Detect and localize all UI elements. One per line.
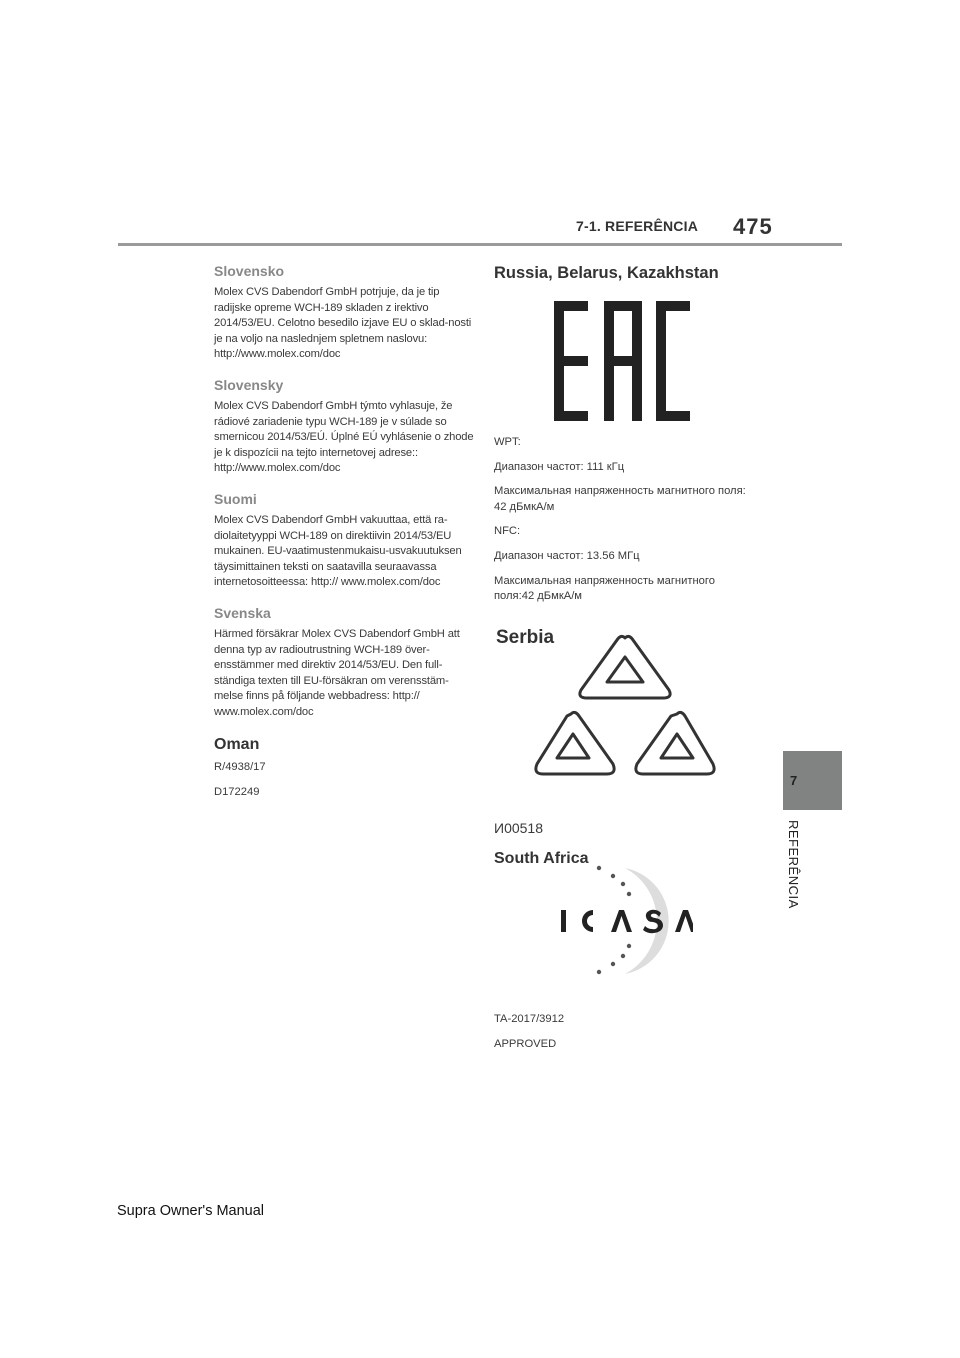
section-oman	[214, 736, 476, 800]
serbia-code: И00518	[494, 819, 543, 836]
section-title: 7-1. REFERÊNCIA	[576, 218, 699, 234]
section-heading: Suomi	[214, 490, 257, 507]
section-svenska	[214, 605, 476, 721]
eac-logo	[554, 301, 690, 421]
serbia-conformity-logo	[533, 632, 717, 778]
russia-heading: Russia, Belarus, Kazakhstan	[494, 264, 719, 282]
icasa-logo	[553, 862, 693, 978]
section-heading: Oman	[214, 736, 260, 754]
page-number: 475	[733, 214, 773, 239]
russia-line: Диапазон частот: 111 кГц	[494, 460, 625, 473]
footer-manual-title: Supra Owner's Manual	[117, 1203, 265, 1219]
south-africa-line: TA-2017/3912	[494, 1013, 565, 1026]
section-heading: Svenska	[214, 604, 271, 621]
oman-line: D172249	[214, 786, 260, 799]
russia-line: WPT:	[494, 436, 521, 448]
russia-line: Максимальная напряженность магнитного поля: 42 дБмкА/м	[494, 485, 746, 513]
russia-line: NFC:	[494, 525, 521, 538]
section-slovensky	[214, 377, 476, 477]
section-text: Molex CVS Dabendorf GmbH potrjuje, da je tip radijske opreme WCH-189 skladen z irektivo 2014/53/EU. Celotno besedilo izjave EU o sklad-nosti je na voljo na naslednjem spletnem naslovu: http://www.molex.com/doc	[214, 286, 472, 361]
header-divider	[118, 243, 842, 246]
russia-line: Диапазон частот: 13.56 МГц	[494, 549, 640, 562]
section-heading: Slovensky	[214, 376, 284, 393]
left-column	[214, 263, 476, 801]
russia-line: Максимальная напряженность магнитного поля:42 дБмкА/м	[494, 574, 715, 603]
section-slovensko	[214, 263, 476, 363]
section-text: Molex CVS Dabendorf GmbH vakuuttaa, että ra-diolaitetyyppi WCH-189 on direktiivin 2014/53/EU mukainen. EU-vaatimustenmukaisu-usvakuutuksen täysimittainen teksti on saatavilla seuraavassa internetosoitteessa: http:// www.molex.com/doc	[214, 513, 462, 589]
south-africa-line: APPROVED	[494, 1037, 557, 1050]
section-text: Härmed försäkrar Molex CVS Dabendorf GmbH att denna typ av radioutrustning WCH-189 över-ensstämmer med direktiv 2014/53/EU. Den full-ständiga texten till EU-försäkran om verensstäm-melse finns på följande webbadress: http:// www.molex.com/doc	[214, 627, 460, 718]
section-suomi	[214, 491, 476, 591]
section-text: Molex CVS Dabendorf GmbH týmto vyhlasuje, že rádiové zariadenie typu WCH-189 je v súlade so smernicou 2014/53/EÚ. Úplné EÚ vyhlásenie o zhode je k dispozícii na tejto internetovej adrese:: http://www.molex.com/doc	[214, 399, 474, 475]
chapter-side-label: REFERÊNCIA	[786, 820, 801, 909]
south-africa-heading: South Africa	[494, 850, 589, 868]
chapter-number: 7	[790, 773, 798, 788]
section-heading: Slovensko	[214, 263, 285, 279]
serbia-heading: Serbia	[496, 626, 555, 648]
oman-line: R/4938/17	[214, 761, 266, 774]
